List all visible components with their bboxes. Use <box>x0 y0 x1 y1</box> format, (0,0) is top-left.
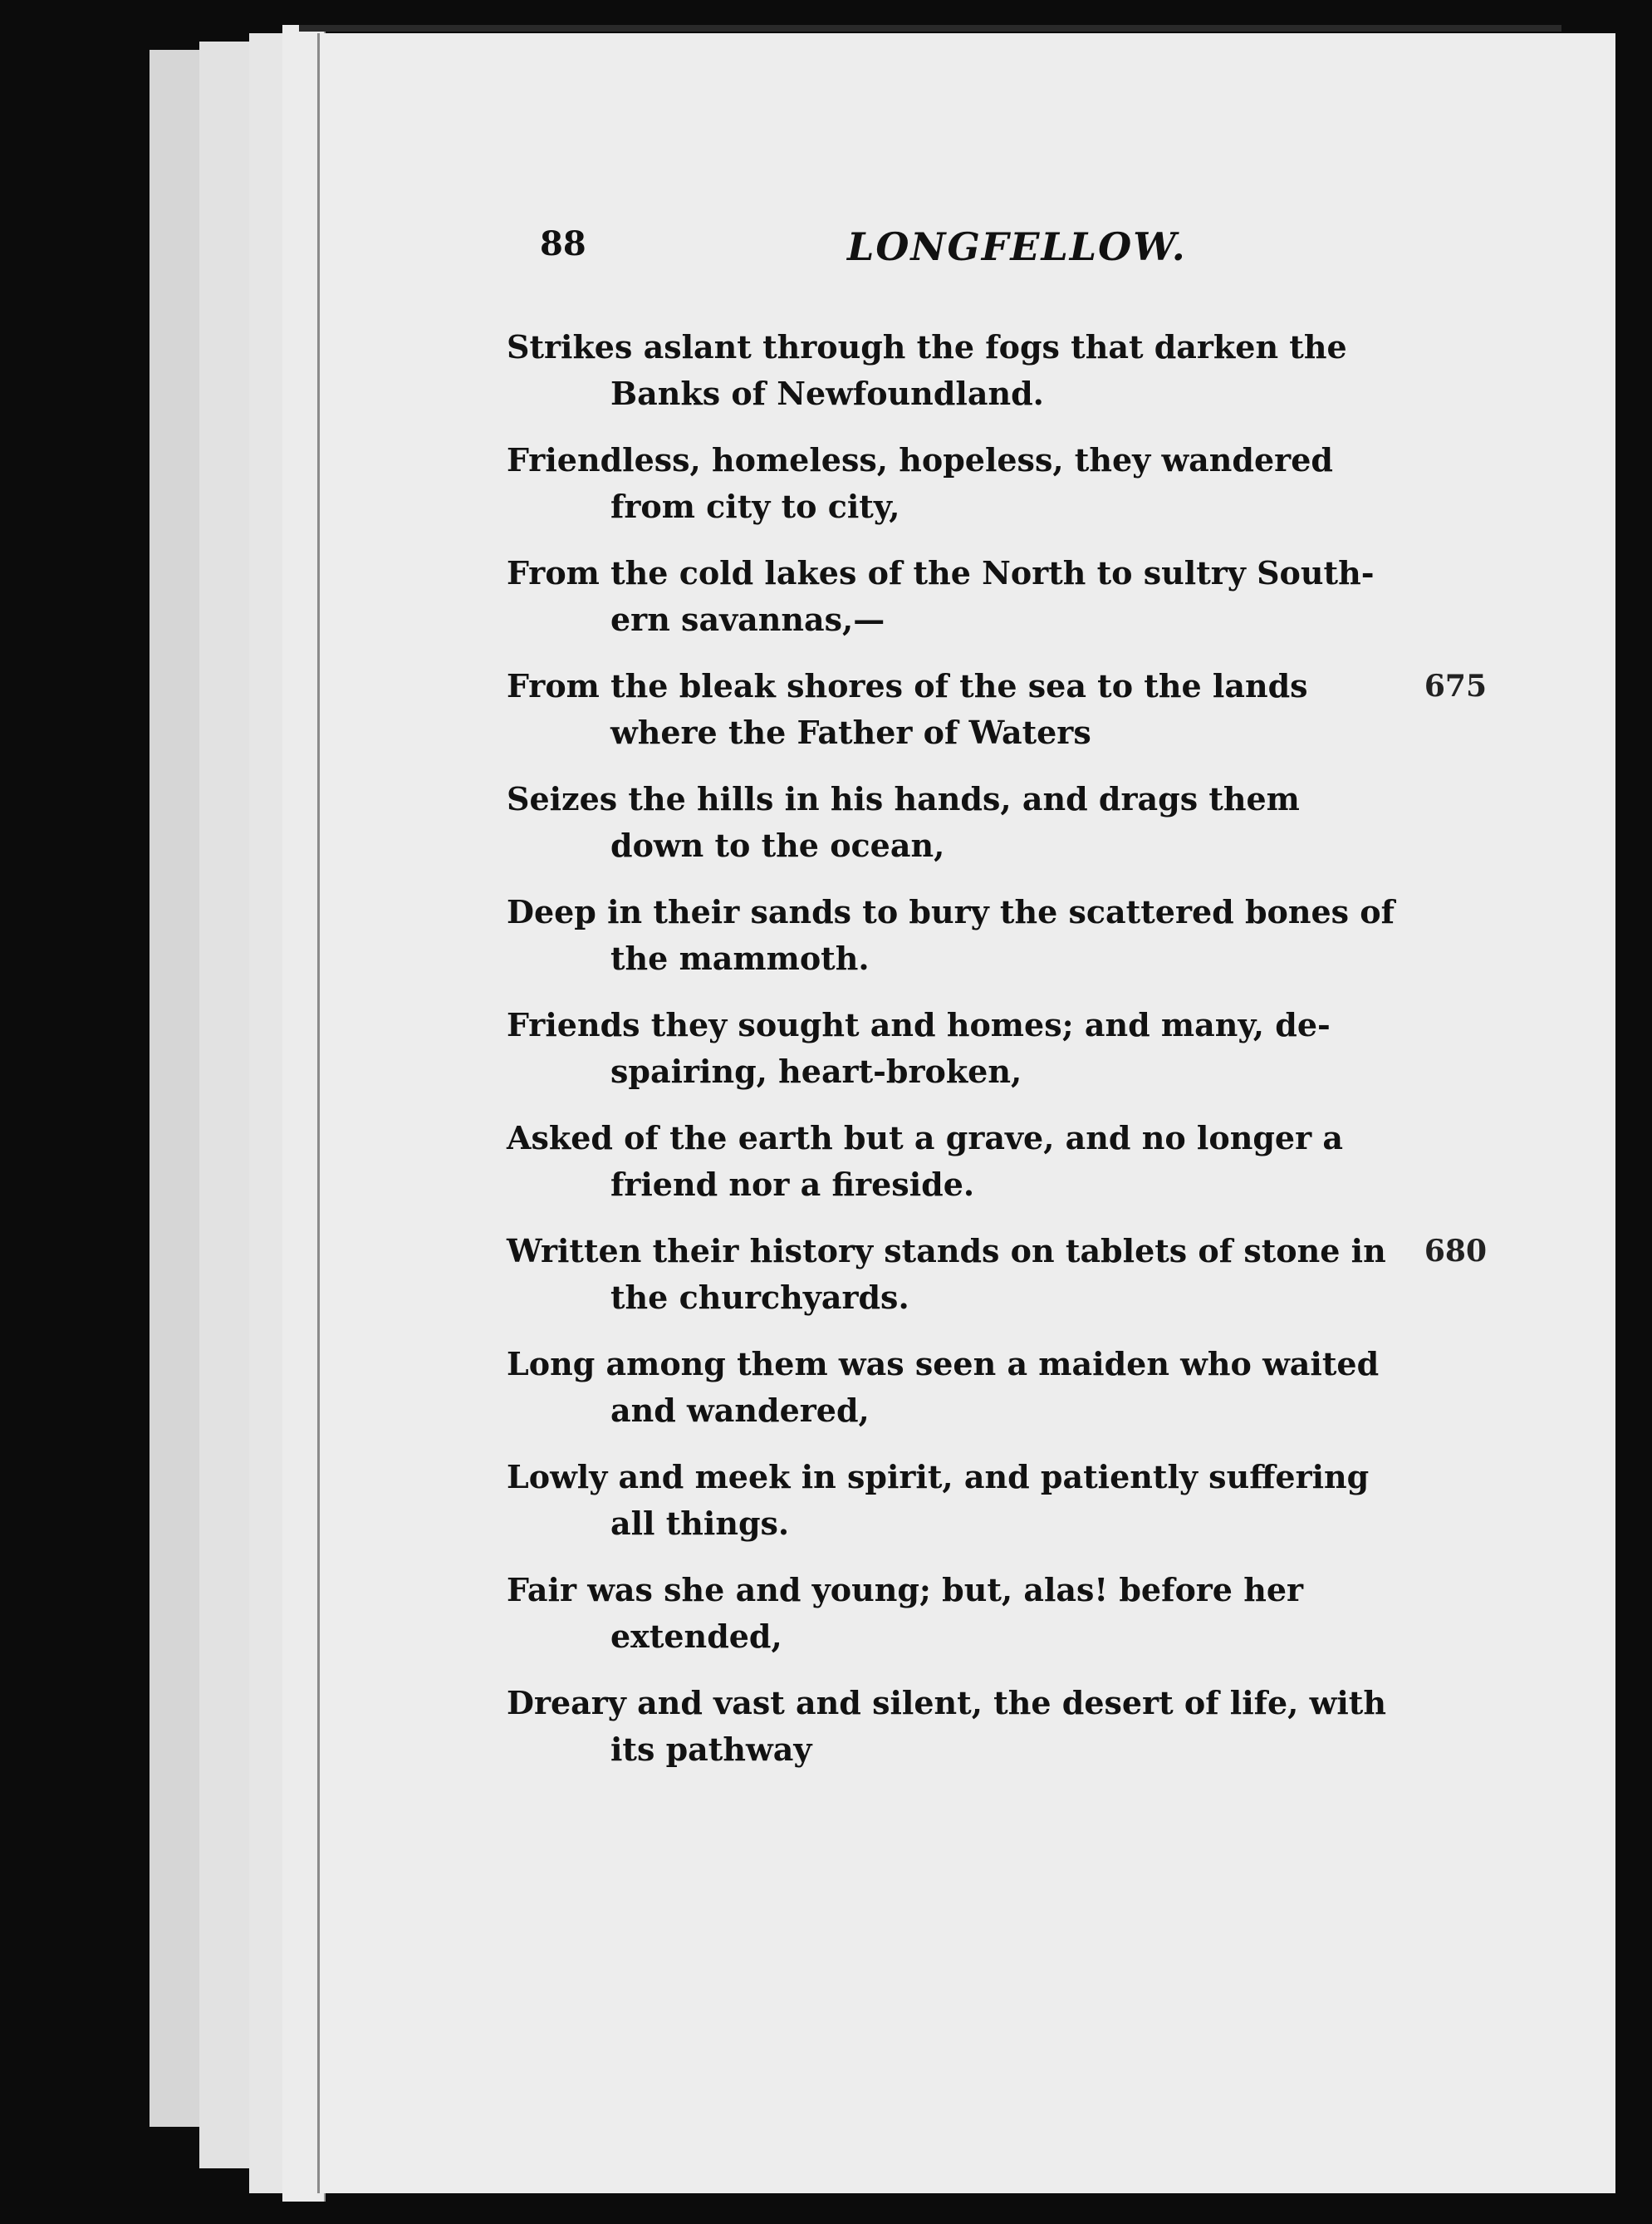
verse-line-first: Seizes the hills in his hands, and drags them <box>507 780 1300 817</box>
book-page <box>320 33 1615 2193</box>
page-edge <box>199 42 251 2168</box>
verse-line-first: Asked of the earth but a grave, and no longer a <box>507 1119 1343 1156</box>
page-edge <box>150 50 201 2127</box>
verse-line-continuation: ern savannas,— <box>610 601 885 638</box>
verse-line <box>507 1567 1420 1660</box>
verse-line <box>507 889 1420 982</box>
verse-line <box>507 663 1487 756</box>
verse-line <box>507 1002 1420 1095</box>
verse-line-first: Dreary and vast and silent, the desert of life, with <box>507 1684 1386 1721</box>
verse-line-continuation: Banks of Newfoundland. <box>610 375 1044 412</box>
line-number: 675 <box>1424 669 1487 704</box>
verse-line-continuation: its pathway <box>610 1731 812 1768</box>
verse-line <box>507 776 1420 869</box>
verse-line-continuation: from city to city, <box>610 488 900 525</box>
line-number: 680 <box>1424 1234 1487 1269</box>
verse-line-continuation: the mammoth. <box>610 940 870 977</box>
verse-line-first: Lowly and meek in spirit, and patiently suffering <box>507 1458 1370 1495</box>
verse-line <box>507 1454 1420 1547</box>
verse-line-continuation: the churchyards. <box>610 1279 909 1316</box>
top-rule <box>299 25 1561 32</box>
verse-line-first: From the cold lakes of the North to sultry South- <box>507 554 1375 592</box>
verse-line-first: Written their history stands on tablets of stone in <box>507 1232 1386 1269</box>
verse-line-first: Friends they sought and homes; and many, de- <box>507 1006 1331 1043</box>
verse-line <box>507 437 1420 530</box>
verse-line-first: Fair was she and young; but, alas! before her <box>507 1571 1304 1608</box>
verse-line-continuation: where the Father of Waters <box>610 714 1091 751</box>
verse-line-continuation: extended, <box>610 1618 782 1655</box>
verse-line-continuation: and wandered, <box>610 1392 870 1429</box>
verse-line <box>507 1115 1420 1208</box>
poem-text <box>507 324 1487 1793</box>
verse-line <box>507 1680 1420 1773</box>
verse-line-continuation: spairing, heart-broken, <box>610 1053 1022 1090</box>
verse-line <box>507 550 1420 643</box>
running-head: LONGFELLOW. <box>847 224 1187 269</box>
page-number: 88 <box>540 224 586 263</box>
verse-line <box>507 1341 1420 1434</box>
verse-line-continuation: all things. <box>610 1505 790 1542</box>
verse-line-first: Deep in their sands to bury the scattered bones of <box>507 893 1395 930</box>
verse-line-first: Strikes aslant through the fogs that darken the <box>507 328 1347 366</box>
verse-line-first: From the bleak shores of the sea to the lands <box>507 667 1308 705</box>
verse-line <box>507 324 1420 417</box>
verse-line-continuation: friend nor a fireside. <box>610 1166 975 1203</box>
verse-line <box>507 1228 1487 1321</box>
verse-line-continuation: down to the ocean, <box>610 827 945 864</box>
verse-line-first: Friendless, homeless, hopeless, they wandered <box>507 441 1333 479</box>
verse-line-first: Long among them was seen a maiden who waited <box>507 1345 1380 1382</box>
